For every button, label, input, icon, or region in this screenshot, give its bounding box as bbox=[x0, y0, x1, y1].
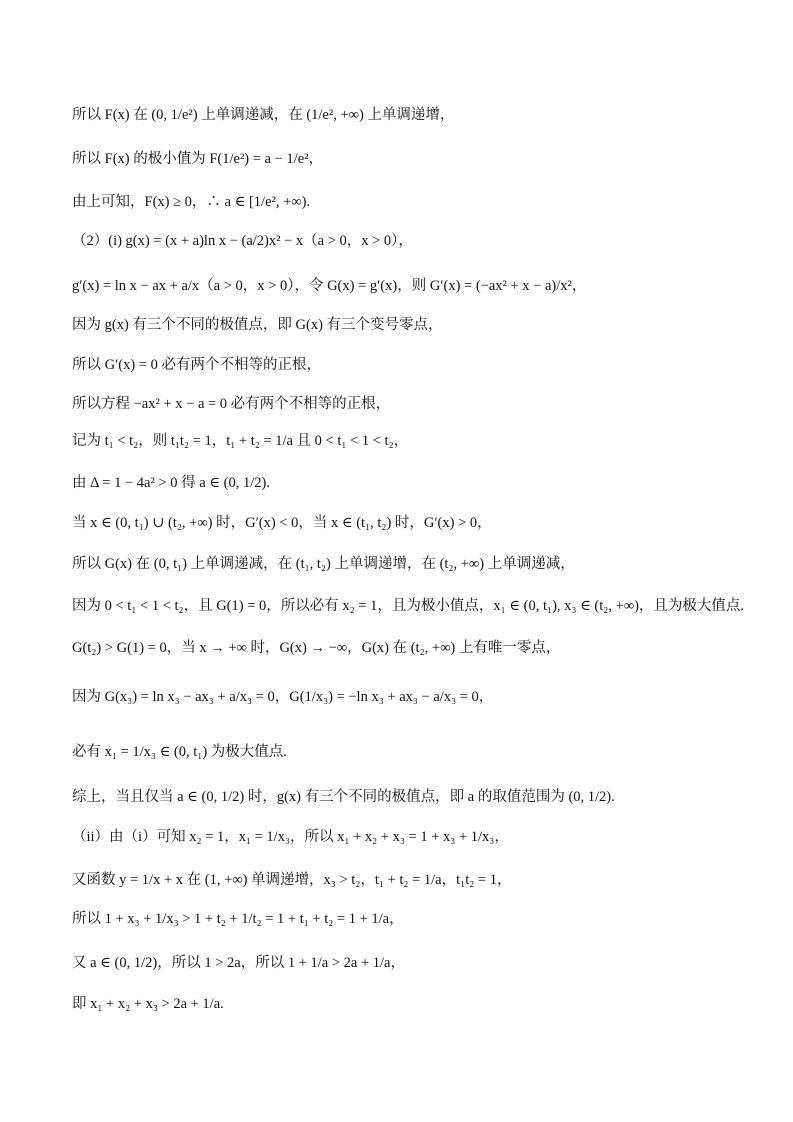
text-line: 由 Δ = 1 − 4a² > 0 得 a ∈ (0, 1/2). bbox=[72, 475, 270, 491]
text-line: 所以 F(x) 在 (0, 1/e²) 上单调递减，在 (1/e², +∞) 上单调递增， bbox=[72, 107, 455, 123]
text-line: （ii）由（i）可知 x₂ = 1，x₁ = 1/x₃，所以 x₁ + x₂ + x₃ = 1 + x₃ + 1/x₃， bbox=[72, 829, 509, 845]
text-line: 由上可知，F(x) ≥ 0，∴ a ∈ [1/e², +∞). bbox=[72, 194, 311, 210]
text-line: 所以 G(x) 在 (0, t₁) 上单调递减，在 (t₁, t₂) 上单调递增，在 (t₂, +∞) 上单调递减， bbox=[72, 556, 575, 572]
text-line: 所以 F(x) 的极小值为 F(1/e²) = a − 1/e²， bbox=[72, 151, 323, 167]
text-line: G(t₂) > G(1) = 0，当 x → +∞ 时，G(x) → −∞，G(x) 在 (t₂, +∞) 上有唯一零点， bbox=[72, 640, 561, 656]
text-line: 所以 G′(x) = 0 必有两个不相等的正根， bbox=[72, 357, 321, 373]
text-line: 因为 G(x₃) = ln x₃ − ax₃ + a/x₃ = 0，G(1/x₃) = −ln x₃ + ax₃ − a/x₃ = 0， bbox=[72, 689, 494, 705]
text-line: 因为 g(x) 有三个不同的极值点，即 G(x) 有三个变号零点， bbox=[72, 317, 443, 333]
text-line: （2）(i) g(x) = (x + a)ln x − (a/2)x² − x（a > 0，x > 0）， bbox=[72, 233, 413, 249]
text-line: 又函数 y = 1/x + x 在 (1, +∞) 单调递增，x₃ > t₂，t₁ + t₂ = 1/a，t₁t₂ = 1， bbox=[72, 872, 512, 888]
text-line: g′(x) = ln x − ax + a/x（a > 0，x > 0），令 G(x) = g′(x)，则 G′(x) = (−ax² + x − a)/x²， bbox=[72, 278, 587, 294]
text-line: 即 x₁ + x₂ + x₃ > 2a + 1/a. bbox=[72, 996, 224, 1012]
text-line: 记为 t₁ < t₂，则 t₁t₂ = 1，t₁ + t₂ = 1/a 且 0 < t₁ < 1 < t₂， bbox=[72, 433, 409, 449]
text-line: 当 x ∈ (0, t₁) ∪ (t₂, +∞) 时，G′(x) < 0，当 x ∈ (t₁, t₂) 时，G′(x) > 0， bbox=[72, 515, 492, 531]
text-line: 因为 0 < t₁ < 1 < t₂，且 G(1) = 0，所以必有 x₂ = 1，且为极小值点，x₁ ∈ (0, t₁), x₃ ∈ (t₂, +∞)，且为极大值点. bbox=[72, 598, 745, 614]
text-line: 所以 1 + x₃ + 1/x₃ > 1 + t₂ + 1/t₂ = 1 + t₁ + t₂ = 1 + 1/a， bbox=[72, 911, 404, 927]
text-line: 所以方程 −ax² + x − a = 0 必有两个不相等的正根， bbox=[72, 396, 391, 412]
text-line: 又 a ∈ (0, 1/2)，所以 1 > 2a，所以 1 + 1/a > 2a + 1/a， bbox=[72, 955, 405, 971]
text-line: 必有 x₁ = 1/x₃ ∈ (0, t₁) 为极大值点. bbox=[72, 744, 287, 760]
text-line: 综上，当且仅当 a ∈ (0, 1/2) 时，g(x) 有三个不同的极值点，即 a 的取值范围为 (0, 1/2). bbox=[72, 789, 615, 805]
